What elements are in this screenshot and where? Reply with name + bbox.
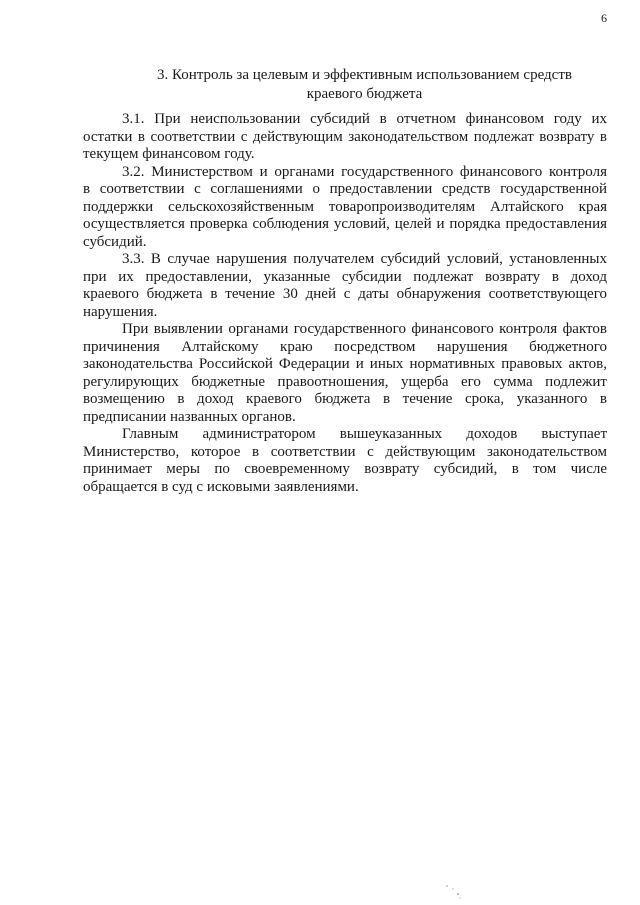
paragraph-line: нарушения. — [83, 303, 158, 320]
paragraph-line: причинения Алтайскому краю посредством нарушения бюджетного — [83, 338, 607, 355]
paragraph-line: регулирующих бюджетные правоотношения, ущерба его сумма подлежит — [83, 373, 607, 390]
paragraph-damage-recovery — [83, 321, 607, 426]
paragraph-line: законодательства Российской Федерации и иных нормативных правовых актов, — [83, 356, 607, 372]
paragraph-line: 3.1. При неиспользовании субсидий в отчетном финансовом году их — [122, 111, 607, 127]
paragraph-line: остатки в соответствии с действующим законодательством подлежат возврату в — [83, 128, 607, 145]
paragraph-line: осуществляется проверка соблюдения условий, целей и порядка предоставления — [83, 216, 607, 232]
paragraph-chief-administrator — [83, 426, 607, 496]
paragraph-line: поддержки сельскохозяйственным товаропроизводителям Алтайского края — [83, 198, 607, 215]
paragraph-3-2 — [83, 164, 607, 252]
paragraph-line: субсидий. — [83, 233, 147, 250]
paragraph-line: 3.3. В случае нарушения получателем субсидий условий, установленных — [122, 251, 607, 267]
section-body — [83, 111, 607, 496]
page-number: 6 — [601, 11, 607, 25]
paragraph-line: при их предоставлении, указанные субсидии подлежат возврату в доход — [83, 268, 607, 285]
paragraph-line: При выявлении органами государственного финансового контроля фактов — [122, 321, 607, 337]
scan-specks — [444, 882, 468, 902]
section-heading-line: 3. Контроль за целевым и эффективным использованием средств — [157, 67, 572, 83]
section-heading — [122, 66, 607, 104]
paragraph-line: принимает меры по своевременному возврату субсидий, в том числе — [83, 461, 607, 477]
section-heading-line: краевого бюджета — [306, 86, 423, 102]
paragraph-line: текущем финансовом году. — [83, 146, 255, 162]
paragraph-3-1 — [83, 111, 607, 164]
paragraph-line: предписании названных органов. — [83, 408, 296, 425]
paragraph-line: Министерство, которое в соответствии с действующим законодательством — [83, 443, 607, 460]
paragraph-3-3 — [83, 251, 607, 321]
paragraph-line: 3.2. Министерством и органами государственного финансового контроля — [122, 163, 607, 180]
paragraph-line: краевого бюджета в течение 30 дней с даты обнаружения соответствующего — [83, 286, 607, 302]
paragraph-line: обращается в суд с исковыми заявлениями. — [83, 478, 359, 495]
paragraph-line: Главным администратором вышеуказанных доходов выступает — [122, 426, 607, 442]
paragraph-line: возмещению в доход краевого бюджета в течение срока, указанного в — [83, 391, 607, 407]
paragraph-line: в соответствии с соглашениями о предоставлении средств государственной — [83, 181, 607, 197]
